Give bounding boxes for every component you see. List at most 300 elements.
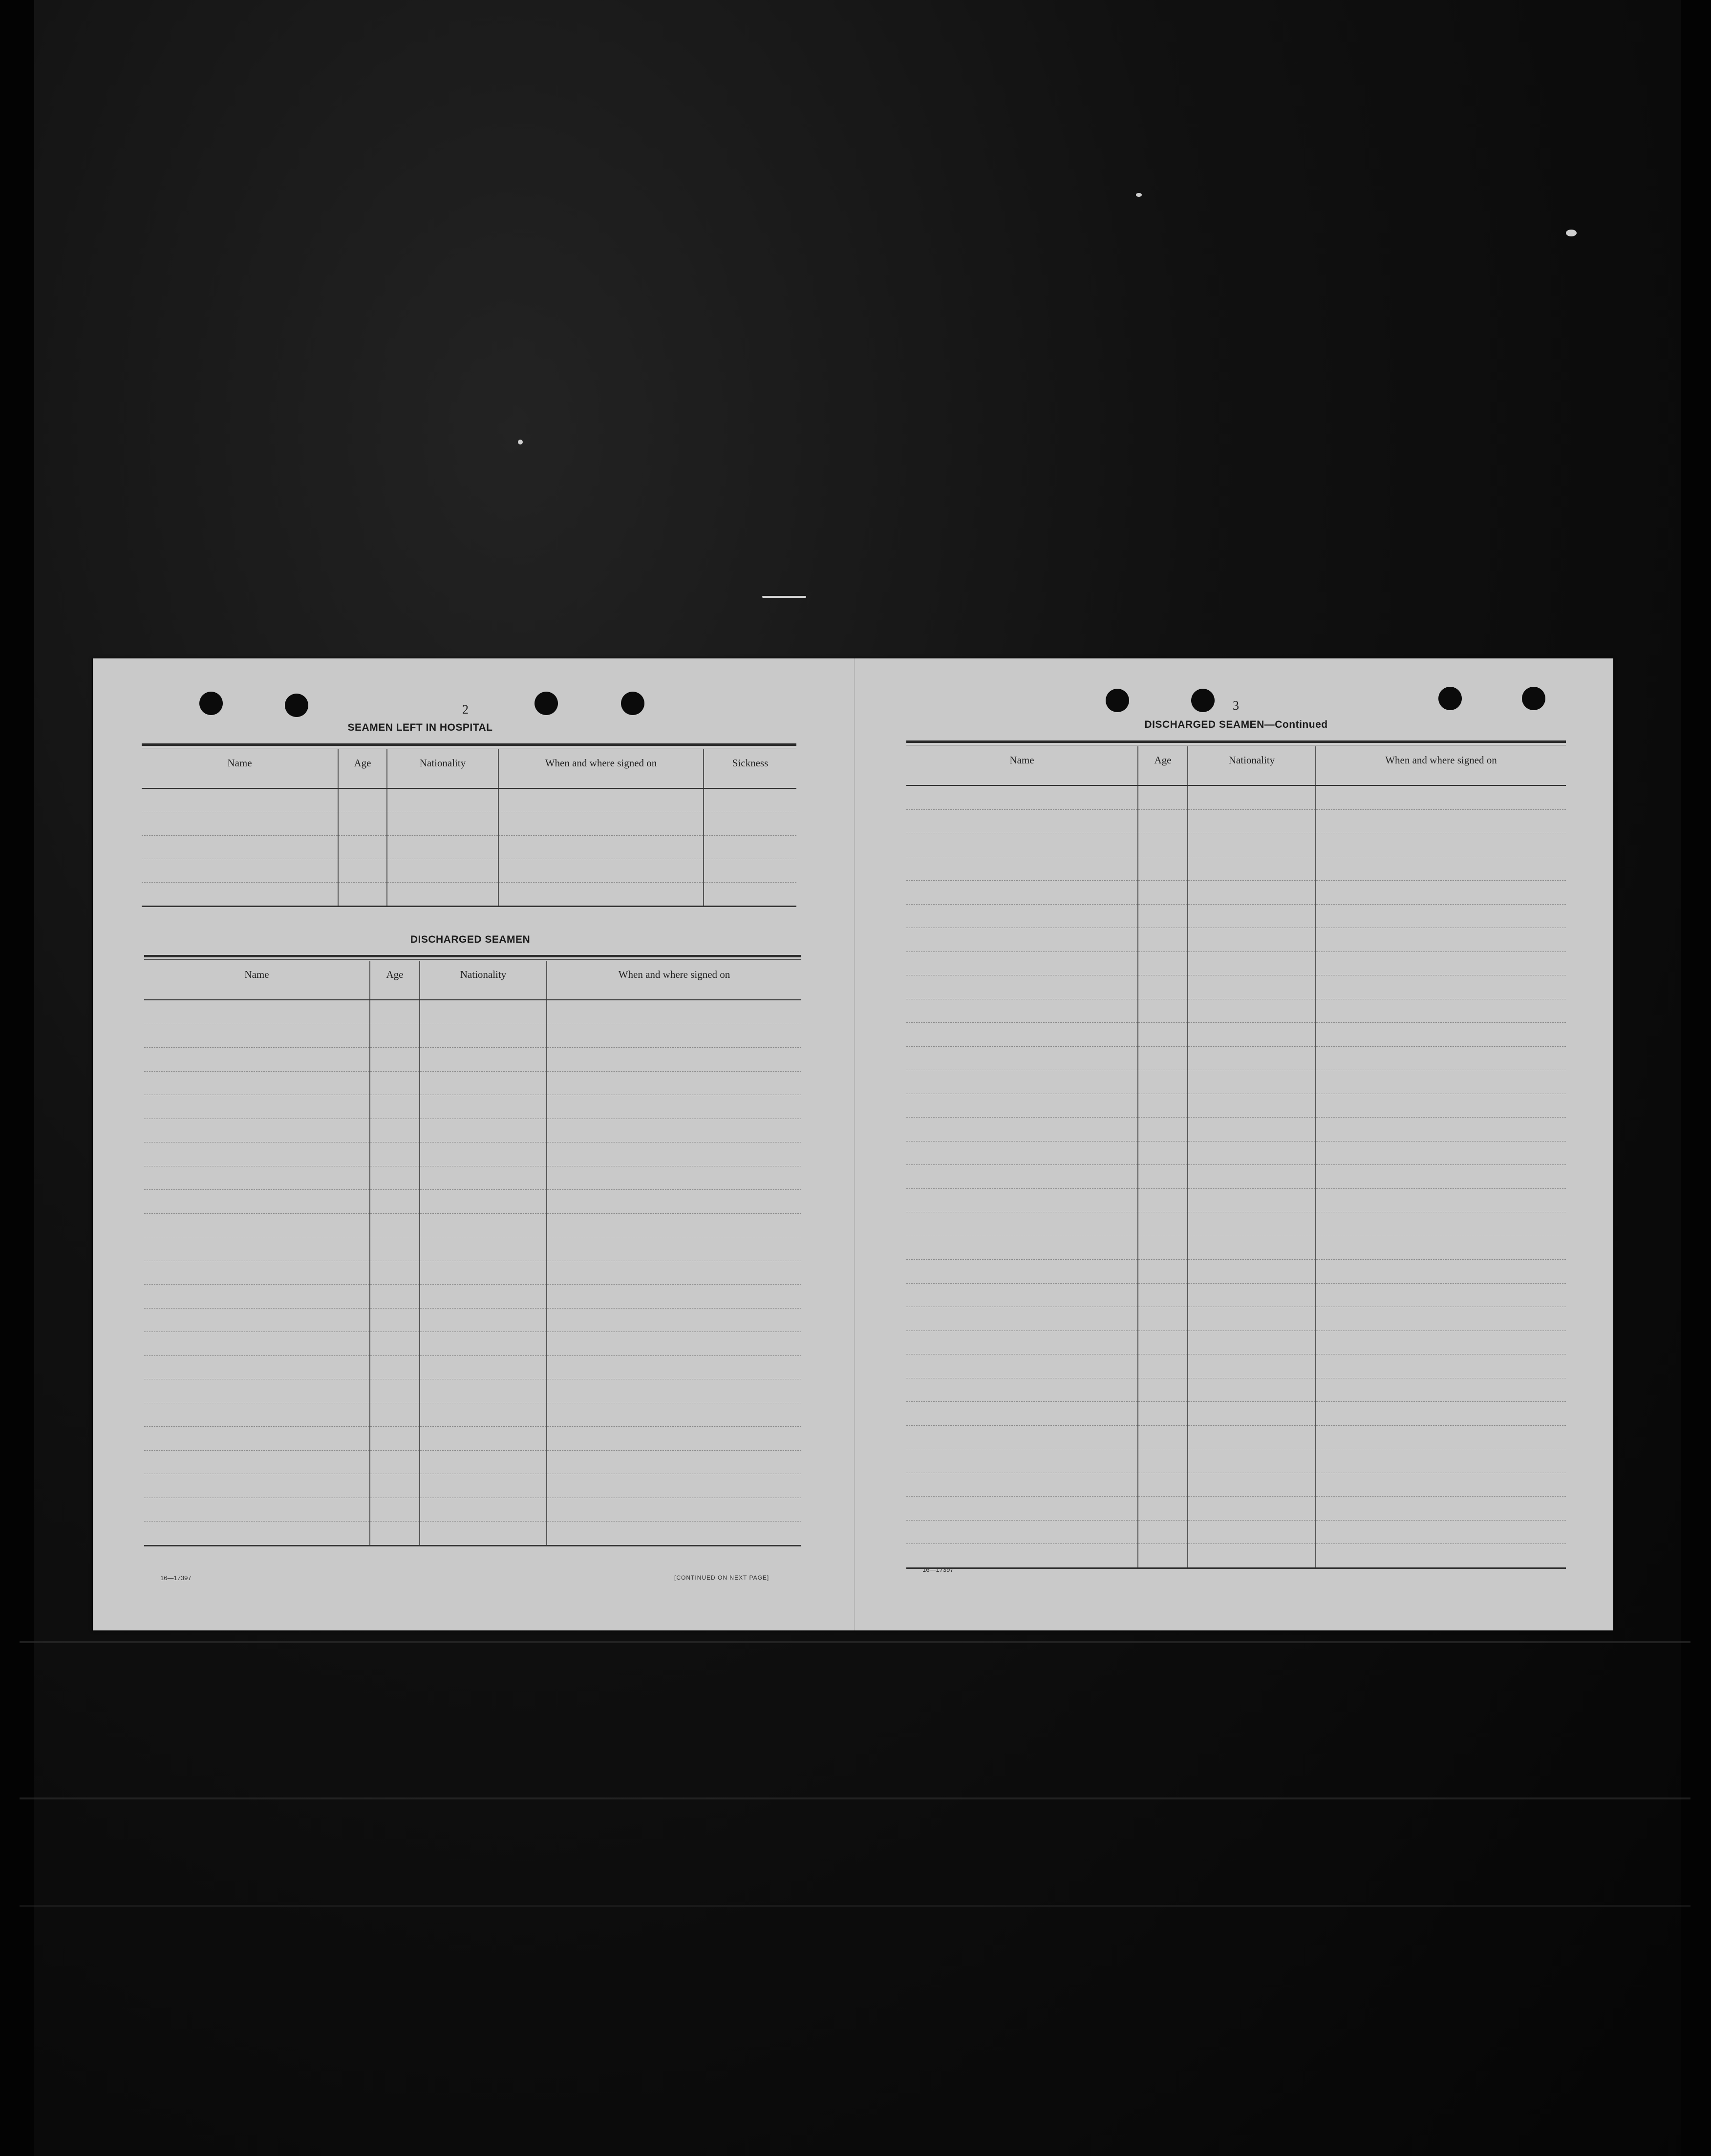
table-cell (547, 1119, 801, 1142)
table-row (906, 1402, 1566, 1426)
table-cell (1188, 951, 1316, 975)
table-cell (420, 1474, 547, 1498)
table-cell (1188, 1473, 1316, 1497)
table-cell (420, 1427, 547, 1451)
table-cell (1138, 904, 1188, 928)
table-cell (1188, 857, 1316, 881)
table-cell (420, 1213, 547, 1237)
table-cell (547, 1142, 801, 1166)
table-row (906, 1520, 1566, 1544)
table-cell (1138, 951, 1188, 975)
table-row (906, 1023, 1566, 1047)
table-row (906, 1260, 1566, 1284)
table-cell (1188, 1544, 1316, 1568)
table-cell (370, 1095, 420, 1119)
title-rule-thin (144, 959, 801, 960)
table-cell (1316, 1070, 1566, 1094)
table-row (144, 1237, 801, 1261)
table-cell (1138, 1188, 1188, 1212)
title-rule (142, 743, 796, 746)
table-row (144, 1450, 801, 1474)
table-cell (547, 1190, 801, 1214)
table-cell (906, 1497, 1138, 1521)
table-row (906, 904, 1566, 928)
discharged-section-title: DISCHARGED SEAMEN (410, 934, 531, 945)
page-number-right: 3 (1233, 698, 1239, 713)
table-cell (906, 1236, 1138, 1260)
table-row (144, 1048, 801, 1072)
table-cell (1138, 1236, 1188, 1260)
table-row (906, 1046, 1566, 1070)
table-cell (1316, 1331, 1566, 1354)
table-cell (370, 1166, 420, 1190)
table-cell (1188, 1165, 1316, 1189)
table-cell (906, 1212, 1138, 1236)
table-cell (1316, 1165, 1566, 1189)
table-row (906, 1544, 1566, 1568)
table-cell (1138, 975, 1188, 999)
table-cell (906, 1425, 1138, 1449)
table-cell (1188, 1497, 1316, 1521)
table-cell (906, 1188, 1138, 1212)
table-cell (420, 1450, 547, 1474)
table-cell (370, 1450, 420, 1474)
table-row (142, 883, 796, 907)
table-row (906, 881, 1566, 905)
table-cell (1316, 1236, 1566, 1260)
table-cell (1138, 1118, 1188, 1141)
table-cell (906, 1473, 1138, 1497)
table-cell (420, 1498, 547, 1522)
table-cell (144, 1237, 370, 1261)
table-row (142, 788, 796, 812)
table-cell (1138, 1307, 1188, 1331)
table-cell (906, 833, 1138, 857)
table-cell (420, 1119, 547, 1142)
table-row (906, 857, 1566, 881)
table-cell (1316, 809, 1566, 833)
table-cell (1316, 1212, 1566, 1236)
table-cell (1138, 833, 1188, 857)
table-row (906, 1497, 1566, 1521)
film-left-edge (0, 0, 34, 2156)
table-row (144, 1142, 801, 1166)
table-cell (1316, 1307, 1566, 1331)
discharged-table-left (144, 961, 801, 1546)
table-cell (547, 1522, 801, 1546)
form-code-right: 16—17397 (922, 1566, 954, 1573)
table-cell (370, 1000, 420, 1024)
table-cell (1188, 881, 1316, 905)
table-cell (1188, 1236, 1316, 1260)
table-cell (1188, 999, 1316, 1023)
table-cell (547, 1213, 801, 1237)
continued-note: [CONTINUED ON NEXT PAGE] (674, 1574, 770, 1581)
table-cell (906, 1307, 1138, 1331)
table-cell (547, 1474, 801, 1498)
table-cell (906, 1283, 1138, 1307)
table-cell (1316, 1378, 1566, 1402)
table-cell (1138, 1046, 1188, 1070)
table-cell (906, 881, 1138, 905)
table-cell (547, 1498, 801, 1522)
table-cell (1316, 833, 1566, 857)
film-streak (20, 1905, 1690, 1907)
punch-hole (199, 692, 223, 715)
table-cell (547, 1048, 801, 1072)
table-cell (1188, 904, 1316, 928)
table-cell (1316, 1094, 1566, 1118)
discharged-continued-title: DISCHARGED SEAMEN—Continued (1144, 719, 1328, 730)
table-cell (1138, 881, 1188, 905)
table-row (144, 1379, 801, 1403)
table-cell (370, 1474, 420, 1498)
table-cell (1138, 785, 1188, 809)
table-cell (144, 1213, 370, 1237)
table-cell (906, 999, 1138, 1023)
table-cell (144, 1308, 370, 1332)
table-cell (1316, 1023, 1566, 1047)
punch-hole (535, 692, 558, 715)
table-cell (906, 1402, 1138, 1426)
table-cell (420, 1355, 547, 1379)
table-cell (1138, 1023, 1188, 1047)
table-cell (547, 1071, 801, 1095)
table-cell (1138, 1212, 1188, 1236)
table-cell (420, 1261, 547, 1285)
table-cell (144, 1190, 370, 1214)
table-row (906, 785, 1566, 809)
table-cell (547, 1403, 801, 1427)
table-row (906, 1070, 1566, 1094)
table-cell (906, 1354, 1138, 1378)
punch-hole (1522, 687, 1545, 710)
table-cell (420, 1379, 547, 1403)
table-cell (370, 1332, 420, 1356)
table-cell (1188, 1141, 1316, 1165)
col-name: Name (144, 961, 370, 1000)
table-cell (370, 1522, 420, 1546)
table-row (906, 1236, 1566, 1260)
title-rule (906, 740, 1566, 743)
col-nationality: Nationality (387, 749, 498, 788)
table-cell (1316, 1497, 1566, 1521)
table-cell (370, 1024, 420, 1048)
table-cell (420, 1332, 547, 1356)
table-cell (1138, 1165, 1188, 1189)
table-cell (144, 1450, 370, 1474)
table-cell (420, 1048, 547, 1072)
table-cell (906, 928, 1138, 952)
table-cell (144, 1000, 370, 1024)
table-cell (1138, 1070, 1188, 1094)
table-row (144, 1190, 801, 1214)
table-cell (420, 1000, 547, 1024)
document-sheet (93, 658, 1613, 1630)
table-cell (1138, 1520, 1188, 1544)
table-cell (906, 1118, 1138, 1141)
table-row (906, 809, 1566, 833)
table-row (144, 1474, 801, 1498)
table-row (906, 1473, 1566, 1497)
col-nationality: Nationality (1188, 746, 1316, 785)
table-cell (1316, 1260, 1566, 1284)
table-row (906, 1307, 1566, 1331)
table-cell (1188, 785, 1316, 809)
table-cell (1188, 1449, 1316, 1473)
table-row (144, 1213, 801, 1237)
table-cell (370, 1048, 420, 1072)
table-cell (144, 1427, 370, 1451)
table-cell (370, 1071, 420, 1095)
col-age: Age (1138, 746, 1188, 785)
col-name: Name (142, 749, 338, 788)
table-cell (1316, 1425, 1566, 1449)
film-streak (20, 1641, 1690, 1643)
table-cell (144, 1332, 370, 1356)
table-cell (1138, 928, 1188, 952)
table-cell (1188, 1070, 1316, 1094)
table-cell (906, 1520, 1138, 1544)
table-cell (906, 785, 1138, 809)
table-row (906, 1165, 1566, 1189)
dust-scratch (762, 596, 806, 598)
table-cell (1316, 1402, 1566, 1426)
table-cell (370, 1379, 420, 1403)
table-row (906, 1118, 1566, 1141)
table-cell (906, 1094, 1138, 1118)
col-signed-on: When and where signed on (1316, 746, 1566, 785)
table-cell (1138, 1141, 1188, 1165)
table-cell (1138, 1283, 1188, 1307)
table-cell (547, 1261, 801, 1285)
table-cell (144, 1403, 370, 1427)
col-age: Age (370, 961, 420, 1000)
table-cell (547, 1237, 801, 1261)
table-row (906, 999, 1566, 1023)
table-cell (144, 1071, 370, 1095)
table-cell (1188, 1046, 1316, 1070)
table-row (906, 1354, 1566, 1378)
table-cell (144, 1024, 370, 1048)
table-cell (1188, 1118, 1316, 1141)
table-row (144, 1285, 801, 1309)
table-cell (1316, 951, 1566, 975)
table-row (144, 1308, 801, 1332)
dust-speck (1566, 230, 1577, 236)
table-cell (1138, 857, 1188, 881)
table-cell (906, 1141, 1138, 1165)
table-cell (1188, 1520, 1316, 1544)
form-code-left: 16—17397 (160, 1574, 192, 1582)
table-cell (1138, 1425, 1188, 1449)
table-cell (547, 1024, 801, 1048)
table-cell (370, 1427, 420, 1451)
table-cell (1138, 1497, 1188, 1521)
table-row (144, 1498, 801, 1522)
table-row (906, 951, 1566, 975)
table-cell (420, 1285, 547, 1309)
page-number-left: 2 (462, 702, 469, 717)
table-cell (420, 1237, 547, 1261)
table-row (906, 1094, 1566, 1118)
table-cell (370, 1261, 420, 1285)
table-row (144, 1095, 801, 1119)
table-cell (1316, 881, 1566, 905)
table-cell (144, 1048, 370, 1072)
punch-hole (621, 692, 644, 715)
table-row (906, 1378, 1566, 1402)
table-row (144, 1024, 801, 1048)
table-cell (1188, 1260, 1316, 1284)
table-cell (1188, 833, 1316, 857)
table-cell (1316, 1354, 1566, 1378)
table-cell (906, 1544, 1138, 1568)
table-cell (1316, 904, 1566, 928)
table-cell (1316, 785, 1566, 809)
table-cell (1188, 1425, 1316, 1449)
table-cell (144, 1355, 370, 1379)
table-cell (144, 1474, 370, 1498)
table-cell (144, 1119, 370, 1142)
punch-hole (285, 694, 308, 717)
table-cell (1316, 1141, 1566, 1165)
table-cell (1188, 1307, 1316, 1331)
table-cell (547, 1166, 801, 1190)
table-cell (370, 1237, 420, 1261)
table-cell (144, 1522, 370, 1546)
table-cell (144, 1142, 370, 1166)
table-cell (1188, 1331, 1316, 1354)
col-name: Name (906, 746, 1138, 785)
table-cell (906, 1449, 1138, 1473)
table-cell (1316, 1449, 1566, 1473)
table-row (144, 1261, 801, 1285)
table-cell (547, 1095, 801, 1119)
table-cell (1316, 1544, 1566, 1568)
table-cell (1316, 975, 1566, 999)
table-cell (1188, 1283, 1316, 1307)
punch-hole (1106, 689, 1129, 712)
table-cell (1188, 1094, 1316, 1118)
table-row (906, 833, 1566, 857)
table-cell (1188, 1402, 1316, 1426)
hospital-section-title: SEAMEN LEFT IN HOSPITAL (347, 722, 493, 733)
table-cell (547, 1000, 801, 1024)
title-rule (144, 955, 801, 957)
table-cell (1138, 1544, 1188, 1568)
table-cell (144, 1166, 370, 1190)
table-cell (906, 809, 1138, 833)
table-cell (420, 1190, 547, 1214)
table-row (144, 1119, 801, 1142)
dust-speck (518, 440, 523, 444)
table-row (144, 1000, 801, 1024)
table-cell (1188, 1354, 1316, 1378)
table-row (906, 1283, 1566, 1307)
table-cell (906, 1378, 1138, 1402)
table-cell (1316, 999, 1566, 1023)
table-cell (1138, 809, 1188, 833)
table-cell (547, 1450, 801, 1474)
table-cell (420, 1095, 547, 1119)
table-cell (1138, 1378, 1188, 1402)
table-cell (1138, 1260, 1188, 1284)
table-cell (547, 1332, 801, 1356)
table-cell (1188, 928, 1316, 952)
discharged-table-right (906, 746, 1566, 1569)
table-cell (420, 1166, 547, 1190)
table-cell (906, 857, 1138, 881)
table-row (906, 1331, 1566, 1354)
table-row (144, 1166, 801, 1190)
film-right-edge (1681, 0, 1711, 2156)
table-row (144, 1403, 801, 1427)
table-cell (1188, 809, 1316, 833)
table-row (142, 859, 796, 883)
table-row (906, 1425, 1566, 1449)
table-cell (420, 1142, 547, 1166)
table-cell (370, 1403, 420, 1427)
table-cell (547, 1379, 801, 1403)
table-row (142, 836, 796, 859)
table-cell (547, 1427, 801, 1451)
table-cell (420, 1071, 547, 1095)
table-cell (906, 1023, 1138, 1047)
page-fold (854, 658, 855, 1630)
table-row (144, 1427, 801, 1451)
table-cell (144, 1379, 370, 1403)
punch-hole (1191, 689, 1215, 712)
table-cell (370, 1213, 420, 1237)
table-row (906, 1141, 1566, 1165)
table-row (906, 928, 1566, 952)
table-cell (144, 1095, 370, 1119)
table-cell (547, 1285, 801, 1309)
table-cell (906, 951, 1138, 975)
table-cell (1138, 999, 1188, 1023)
table-row (144, 1332, 801, 1356)
table-cell (547, 1308, 801, 1332)
table-cell (1316, 1520, 1566, 1544)
table-cell (906, 1260, 1138, 1284)
table-row (144, 1355, 801, 1379)
table-cell (1316, 1188, 1566, 1212)
table-cell (1316, 1046, 1566, 1070)
col-signed-on: When and where signed on (547, 961, 801, 1000)
table-cell (144, 1498, 370, 1522)
table-row (906, 975, 1566, 999)
table-cell (1138, 1449, 1188, 1473)
table-cell (1316, 928, 1566, 952)
table-cell (370, 1498, 420, 1522)
table-cell (1316, 1283, 1566, 1307)
dust-speck (1136, 193, 1142, 197)
table-cell (420, 1308, 547, 1332)
table-cell (1188, 1378, 1316, 1402)
table-cell (420, 1403, 547, 1427)
table-cell (1138, 1354, 1188, 1378)
table-cell (1188, 1212, 1316, 1236)
table-cell (1188, 1023, 1316, 1047)
col-age: Age (338, 749, 387, 788)
col-signed-on: When and where signed on (498, 749, 704, 788)
table-cell (1188, 1188, 1316, 1212)
table-row (144, 1071, 801, 1095)
table-cell (1138, 1094, 1188, 1118)
table-cell (370, 1119, 420, 1142)
table-row (906, 1188, 1566, 1212)
